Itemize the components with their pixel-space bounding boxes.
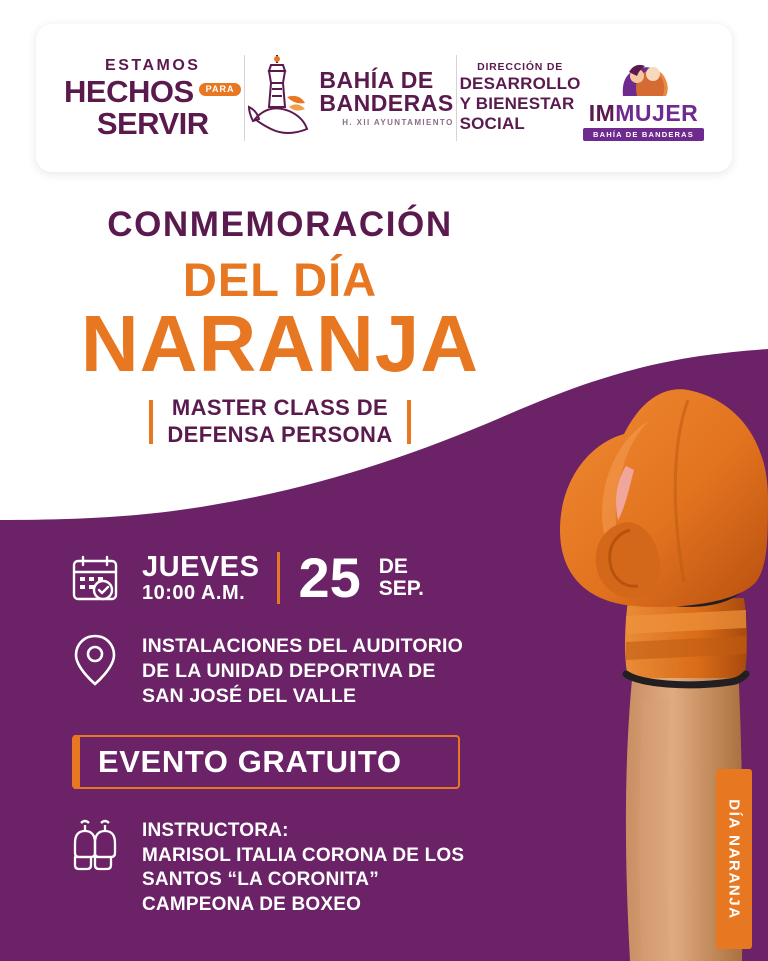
subtitle-line1: MASTER CLASS DE <box>171 395 389 421</box>
instructor-line3: SANTOS “LA CORONITA” <box>142 869 379 891</box>
immujer-word-a: IM <box>588 99 616 126</box>
immujer-word-b: MUJER <box>615 99 699 126</box>
bahia-line1: BAHÍA DE <box>319 66 434 93</box>
hechos-line2: HECHOS <box>64 73 194 109</box>
header-divider-2 <box>456 55 457 141</box>
instructor-line2: MARISOL ITALIA CORONA DE LOS <box>142 844 465 866</box>
logo-hechos-para-servir <box>64 58 241 139</box>
lighthouse-whale-icon <box>247 49 311 147</box>
title-line1: CONMEMORACIÓN <box>107 205 453 244</box>
header-logo-bar <box>36 24 732 172</box>
logo-bahia-de-banderas <box>247 49 453 147</box>
boxing-gloves-icon <box>66 817 124 875</box>
direccion-top: DIRECCIÓN DE <box>477 61 564 74</box>
map-pin-icon <box>66 632 124 688</box>
direccion-line3: SOCIAL <box>459 114 526 134</box>
free-event-bar <box>74 735 80 789</box>
date-time: 10:00 A.M. <box>142 581 246 604</box>
date-divider <box>277 552 280 604</box>
date-day: 25 <box>298 546 361 610</box>
date-weekday: JUEVES <box>142 551 260 584</box>
instructor-line1: INSTRUCTORA: <box>142 819 289 841</box>
direccion-line1: DESARROLLO <box>459 73 581 93</box>
subtitle-line2: DEFENSA PERSONA <box>167 421 393 447</box>
location-line3: SAN JOSÉ DEL VALLE <box>142 684 357 707</box>
women-faces-icon <box>613 56 675 102</box>
bahia-line3: H. XII AYUNTAMIENTO <box>342 117 454 127</box>
date-month-pre: DE <box>378 554 408 578</box>
subtitle-bar-left <box>149 400 153 444</box>
immujer-sub: BAHÍA DE BANDERAS <box>583 128 704 141</box>
instructor-line4: CAMPEONA DE BOXEO <box>142 893 362 915</box>
header-divider-1 <box>244 55 245 141</box>
hechos-badge-para: PARA <box>199 83 242 96</box>
logo-immujer <box>583 56 704 141</box>
hechos-line3: SERVIR <box>96 105 209 141</box>
free-event-badge <box>72 735 460 789</box>
side-tab-label: DÍA NARANJA <box>725 798 743 920</box>
subtitle-bar-right <box>407 400 411 444</box>
location-line2: DE LA UNIDAD DEPORTIVA DE <box>142 659 436 682</box>
hechos-line1: ESTAMOS <box>105 56 201 74</box>
free-event-label: EVENTO GRATUITO <box>98 743 402 779</box>
title-line3: NARANJA <box>80 299 480 388</box>
direccion-line2: Y BIENESTAR <box>459 94 575 114</box>
side-tab-dia-naranja <box>716 769 752 949</box>
bahia-line2: BANDERAS <box>319 90 454 117</box>
title-line2: DEL DÍA <box>182 253 378 306</box>
location-line1: INSTALACIONES DEL AUDITORIO <box>142 635 464 657</box>
date-month: SEP. <box>378 577 424 600</box>
logo-direccion-desarrollo <box>460 61 581 135</box>
calendar-check-icon <box>66 553 124 603</box>
